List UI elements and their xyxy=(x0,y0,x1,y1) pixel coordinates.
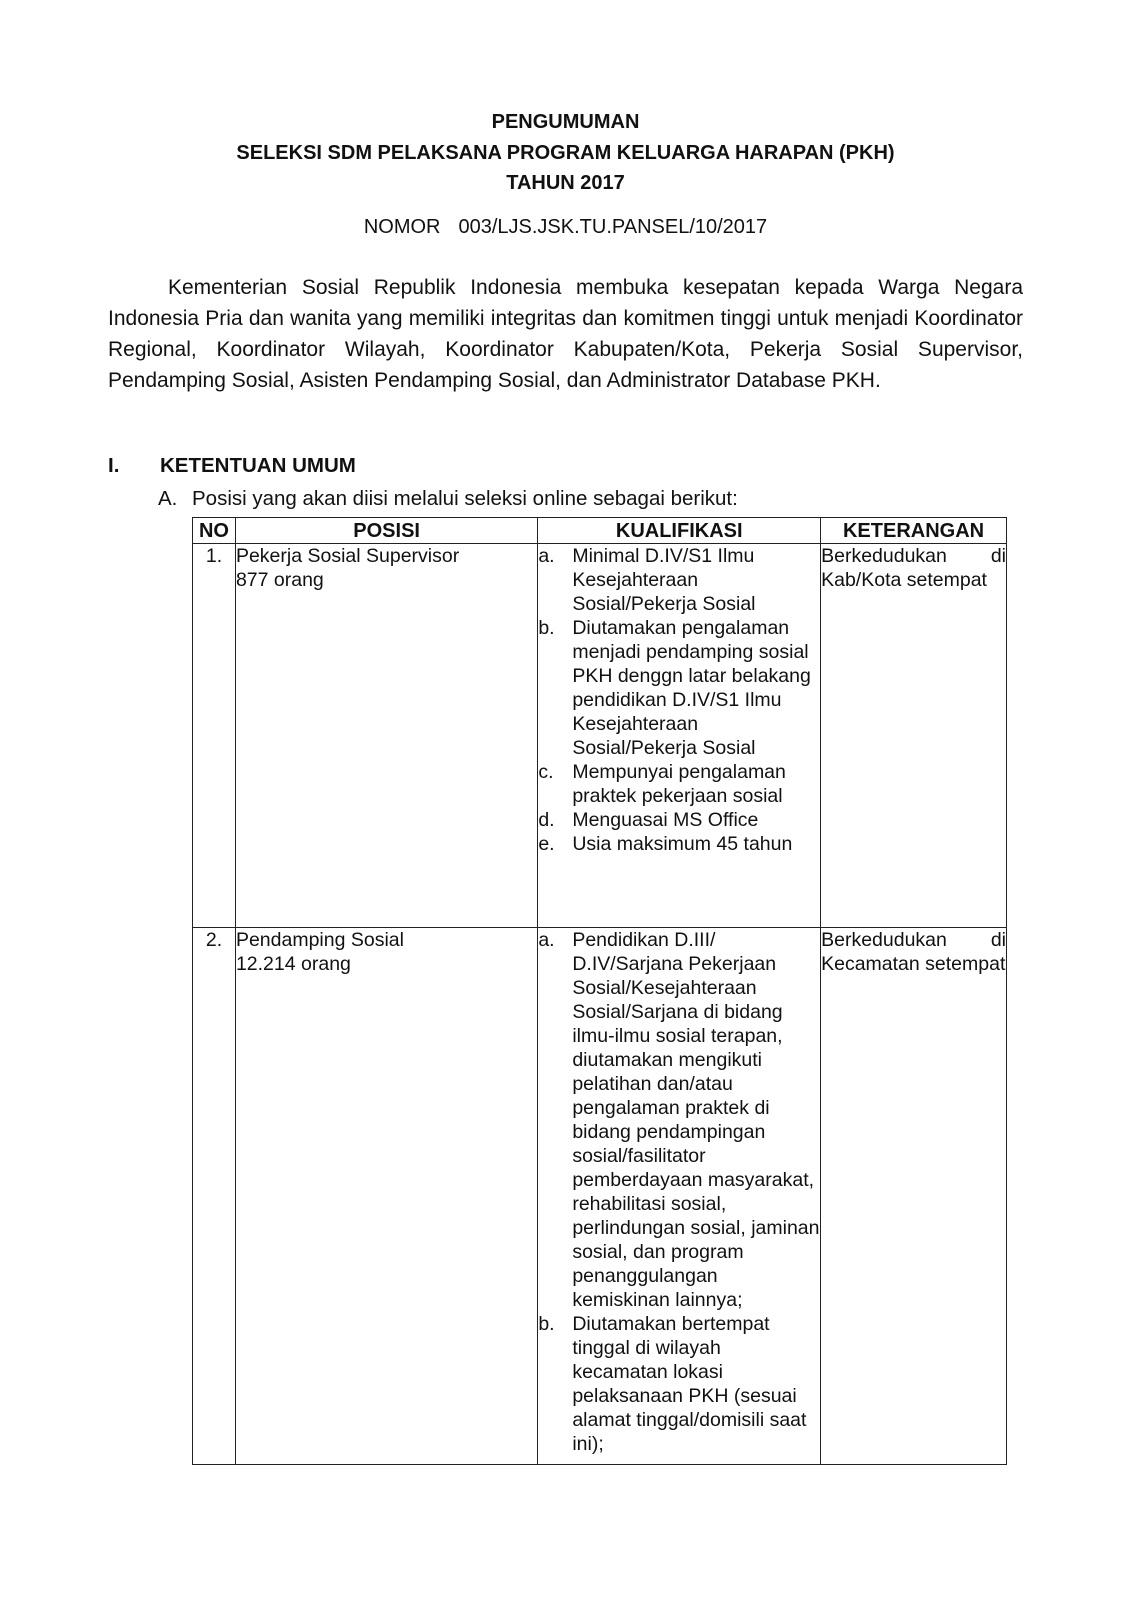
qualification-label: b. xyxy=(538,617,555,639)
remarks-first-line xyxy=(821,544,1006,568)
position-name: Pendamping Sosial xyxy=(235,929,404,951)
row-number: 2. xyxy=(193,928,236,1465)
subsection-letter: A. xyxy=(158,487,178,510)
position-name: Pekerja Sosial Supervisor xyxy=(235,545,460,567)
position-quota: 877 orang xyxy=(235,569,324,591)
remarks-word: di xyxy=(990,545,1006,567)
header-keterangan: KETERANGAN xyxy=(821,518,1007,544)
qualification-text: Diutamakan pengalaman menjadi pendamping sosial PKH denggn latar belakang pendidikan D.IV/S1 Ilmu Kesejahteraan Sosial/Pekerja Sosial xyxy=(572,617,811,759)
qualification-label: e. xyxy=(538,833,555,855)
remarks-rest: Kab/Kota setempat xyxy=(821,569,987,591)
qualification-item xyxy=(538,808,820,832)
remarks-cell xyxy=(821,928,1007,1465)
position-cell xyxy=(235,928,537,1465)
qualification-item xyxy=(538,616,820,760)
remarks-word: Berkedudukan xyxy=(821,929,947,951)
announcement-year: TAHUN 2017 xyxy=(506,172,625,194)
subsection-a xyxy=(158,487,738,511)
remarks-word: Berkedudukan xyxy=(821,545,947,567)
subsection-text: Posisi yang akan diisi melalui seleksi online sebagai berikut: xyxy=(192,487,738,510)
qualification-label: a. xyxy=(538,929,555,951)
announcement-subject: SELEKSI SDM PELAKSANA PROGRAM KELUARGA HARAPAN (PKH) xyxy=(236,142,895,164)
qualification-text: Usia maksimum 45 tahun xyxy=(572,833,793,855)
remarks-rest: Kecamatan setempat xyxy=(821,953,1006,975)
header-no: NO xyxy=(193,518,236,544)
position-cell xyxy=(235,544,537,928)
qualification-label: b. xyxy=(538,1313,555,1335)
header-posisi: POSISI xyxy=(235,518,537,544)
qualification-item xyxy=(538,760,820,808)
section-title: KETENTUAN UMUM xyxy=(160,454,356,477)
qualification-label: a. xyxy=(538,545,555,567)
table-row xyxy=(193,928,1007,1465)
remarks-word: di xyxy=(990,929,1006,951)
qualification-cell xyxy=(538,544,821,928)
qualification-label: d. xyxy=(538,809,555,831)
header-kualifikasi: KUALIFIKASI xyxy=(538,518,821,544)
qualification-item xyxy=(538,832,820,856)
qualification-item xyxy=(538,544,820,616)
qualification-text: Diutamakan bertempat tinggal di wilayah kecamatan lokasi pelaksanaan PKH (sesuai alamat tinggal/domisili saat ini); xyxy=(572,1313,807,1455)
qualification-label: c. xyxy=(538,761,554,783)
qualification-item xyxy=(538,1312,820,1456)
row-number: 1. xyxy=(193,544,236,928)
qualification-cell xyxy=(538,928,821,1465)
document-number-label: NOMOR xyxy=(363,216,441,238)
position-quota: 12.214 orang xyxy=(235,953,351,975)
qualification-text: Menguasai MS Office xyxy=(572,809,759,831)
qualification-text: Mempunyai pengalaman praktek pekerjaan sosial xyxy=(572,761,786,807)
announcement-heading: PENGUMUMAN xyxy=(491,111,640,133)
document-number-value: 003/LJS.JSK.TU.PANSEL/10/2017 xyxy=(458,216,768,238)
remarks-cell xyxy=(821,544,1007,928)
qualification-text: Pendidikan D.III/ D.IV/Sarjana Pekerjaan Sosial/Kesejahteraan Sosial/Sarjana di bidang ilmu-ilmu sosial terapan, diutamakan mengikuti pelatihan dan/atau pengalaman praktek di bidang pendampingan sosial/fasilitator pemberdayaan masyarakat, rehabilitasi sosial, perlindungan sosial, jaminan sosial, dan program penanggulangan kemiskinan lainnya; xyxy=(572,929,820,1311)
section-number: I. xyxy=(108,454,120,477)
qualification-item xyxy=(538,928,820,1312)
table-row xyxy=(193,544,1007,928)
qualification-text: Minimal D.IV/S1 Ilmu Kesejahteraan Sosial/Pekerja Sosial xyxy=(572,545,756,615)
positions-table xyxy=(192,517,1007,1465)
document-number xyxy=(0,216,1131,239)
intro-paragraph: Kementerian Sosial Republik Indonesia membuka kesepatan kepada Warga Negara Indonesia Pria dan wanita yang memiliki integritas dan komitmen tinggi untuk menjadi Koordinator Regional, Koordinator Wilayah, Koordinator Kabupaten/Kota, Pekerja Sosial Supervisor, Pendamping Sosial, Asisten Pendamping Sosial, dan Administrator Database PKH. xyxy=(108,276,1023,392)
table-header-row xyxy=(193,518,1007,544)
remarks-first-line xyxy=(821,928,1006,952)
